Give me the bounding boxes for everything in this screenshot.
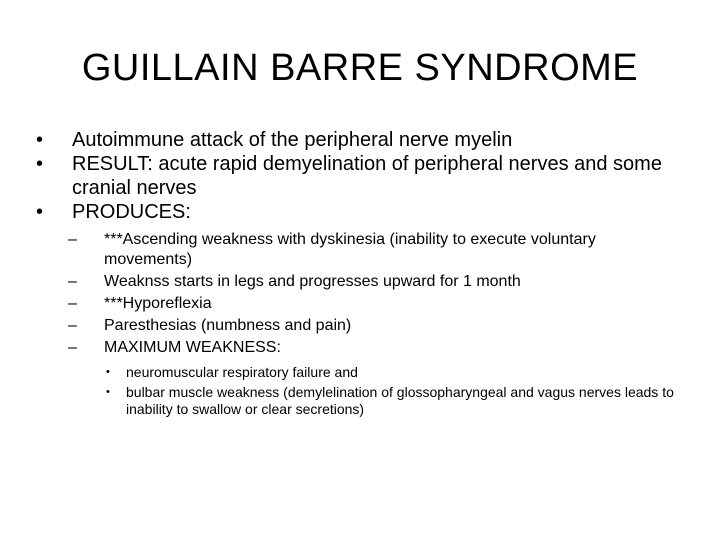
- sub-bullet-text: Weaknss starts in legs and progresses upward for 1 month: [104, 273, 521, 290]
- sub-sub-bullet-text: bulbar muscle weakness (demylelination of glossopharyngeal and vagus nerves leads to inability to swallow or clear secretions): [126, 384, 674, 417]
- sub-bullet-item: [68, 230, 686, 270]
- slide-body: [36, 128, 686, 421]
- sub-bullet-marker: –: [68, 295, 77, 312]
- sub-sub-bullet-marker: •: [106, 386, 110, 398]
- bullet-marker: •: [36, 201, 44, 223]
- bullet-text: RESULT: acute rapid demyelination of peripheral nerves and some cranial nerves: [72, 153, 662, 199]
- sub-bullet-text: Paresthesias (numbness and pain): [104, 317, 352, 334]
- bullet-marker: •: [36, 129, 44, 151]
- sub-bullet-marker: –: [68, 231, 77, 248]
- sub-bullet-marker: –: [68, 339, 77, 356]
- sub-sub-bullet-text: neuromuscular respiratory failure and: [126, 364, 358, 380]
- bullet-text: Autoimmune attack of the peripheral nerve myelin: [72, 129, 513, 151]
- sub-sub-bullet-marker: •: [106, 366, 110, 378]
- slide-title: GUILLAIN BARRE SYNDROME: [81, 47, 639, 89]
- sub-sub-bullet-item: [100, 384, 686, 418]
- sub-bullet-text: MAXIMUM WEAKNESS:: [104, 339, 281, 356]
- sub-bullet-item: [68, 316, 686, 336]
- sub-bullet-list: [68, 230, 686, 418]
- sub-sub-bullet-list: [100, 364, 686, 418]
- bullet-item: [36, 128, 686, 152]
- sub-sub-bullet-item: [100, 364, 686, 381]
- bullet-marker: •: [36, 153, 44, 175]
- bullet-list: [36, 128, 686, 418]
- sub-bullet-item: [68, 294, 686, 314]
- sub-bullet-marker: –: [68, 273, 77, 290]
- sub-bullet-text: ***Ascending weakness with dyskinesia (inability to execute voluntary movements): [104, 231, 596, 268]
- bullet-item: [36, 152, 686, 200]
- sub-bullet-item: [68, 272, 686, 292]
- bullet-text: PRODUCES:: [72, 201, 191, 223]
- sub-bullet-item: [68, 338, 686, 418]
- bullet-item: [36, 200, 686, 418]
- sub-bullet-text: ***Hyporeflexia: [104, 295, 212, 312]
- sub-bullet-marker: –: [68, 317, 77, 334]
